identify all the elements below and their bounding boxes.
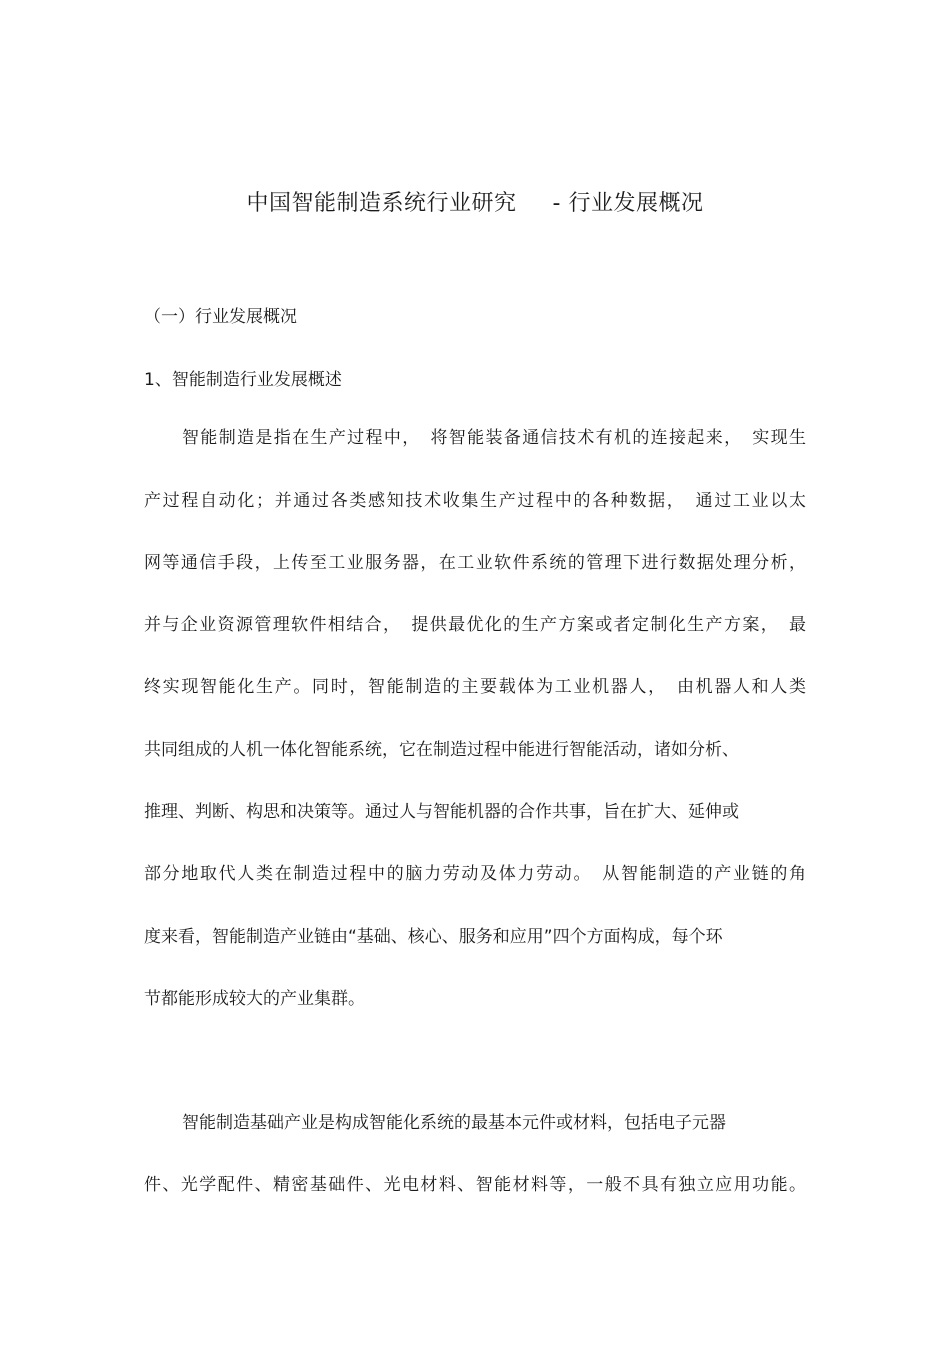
paragraph1-line: 节都能形成较大的产业集群。	[144, 989, 365, 1009]
title-main: 中国智能制造系统行业研究	[246, 191, 517, 216]
paragraph2-line: 件、光学配件、精密基础件、光电材料、智能材料等，一般不具有独立应用功能。	[144, 1175, 806, 1195]
section-heading: （一）行业发展概况	[144, 307, 297, 327]
document-title	[0, 186, 950, 217]
paragraph1-line: 并与企业资源管理软件相结合， 提供最优化的生产方案或者定制化生产方案， 最	[144, 615, 806, 635]
paragraph1-line: 部分地取代人类在制造过程中的脑力劳动及体力劳动。 从智能制造的产业链的角	[144, 864, 806, 884]
title-sub: - 行业发展概况	[552, 191, 704, 216]
paragraph1-line: 共同组成的人机一体化智能系统，它在制造过程中能进行智能活动，诸如分析、	[144, 740, 739, 760]
paragraph1-line: 智能制造是指在生产过程中， 将智能装备通信技术有机的连接起来， 实现生	[182, 428, 806, 448]
paragraph1-line: 产过程自动化；并通过各类感知技术收集生产过程中的各种数据， 通过工业以太	[144, 491, 806, 511]
paragraph1-line: 度来看，智能制造产业链由“基础、核心、服务和应用”四个方面构成，每个环	[144, 927, 723, 947]
paragraph2-line: 智能制造基础产业是构成智能化系统的最基本元件或材料，包括电子元器	[182, 1113, 726, 1133]
paragraph1-line: 推理、判断、构思和决策等。通过人与智能机器的合作共事，旨在扩大、延伸或	[144, 802, 739, 822]
paragraph1-line: 终实现智能化生产。同时，智能制造的主要载体为工业机器人， 由机器人和人类	[144, 677, 806, 697]
subsection-heading: 1、智能制造行业发展概述	[144, 370, 342, 390]
paragraph1-line: 网等通信手段，上传至工业服务器，在工业软件系统的管理下进行数据处理分析，	[144, 553, 806, 573]
